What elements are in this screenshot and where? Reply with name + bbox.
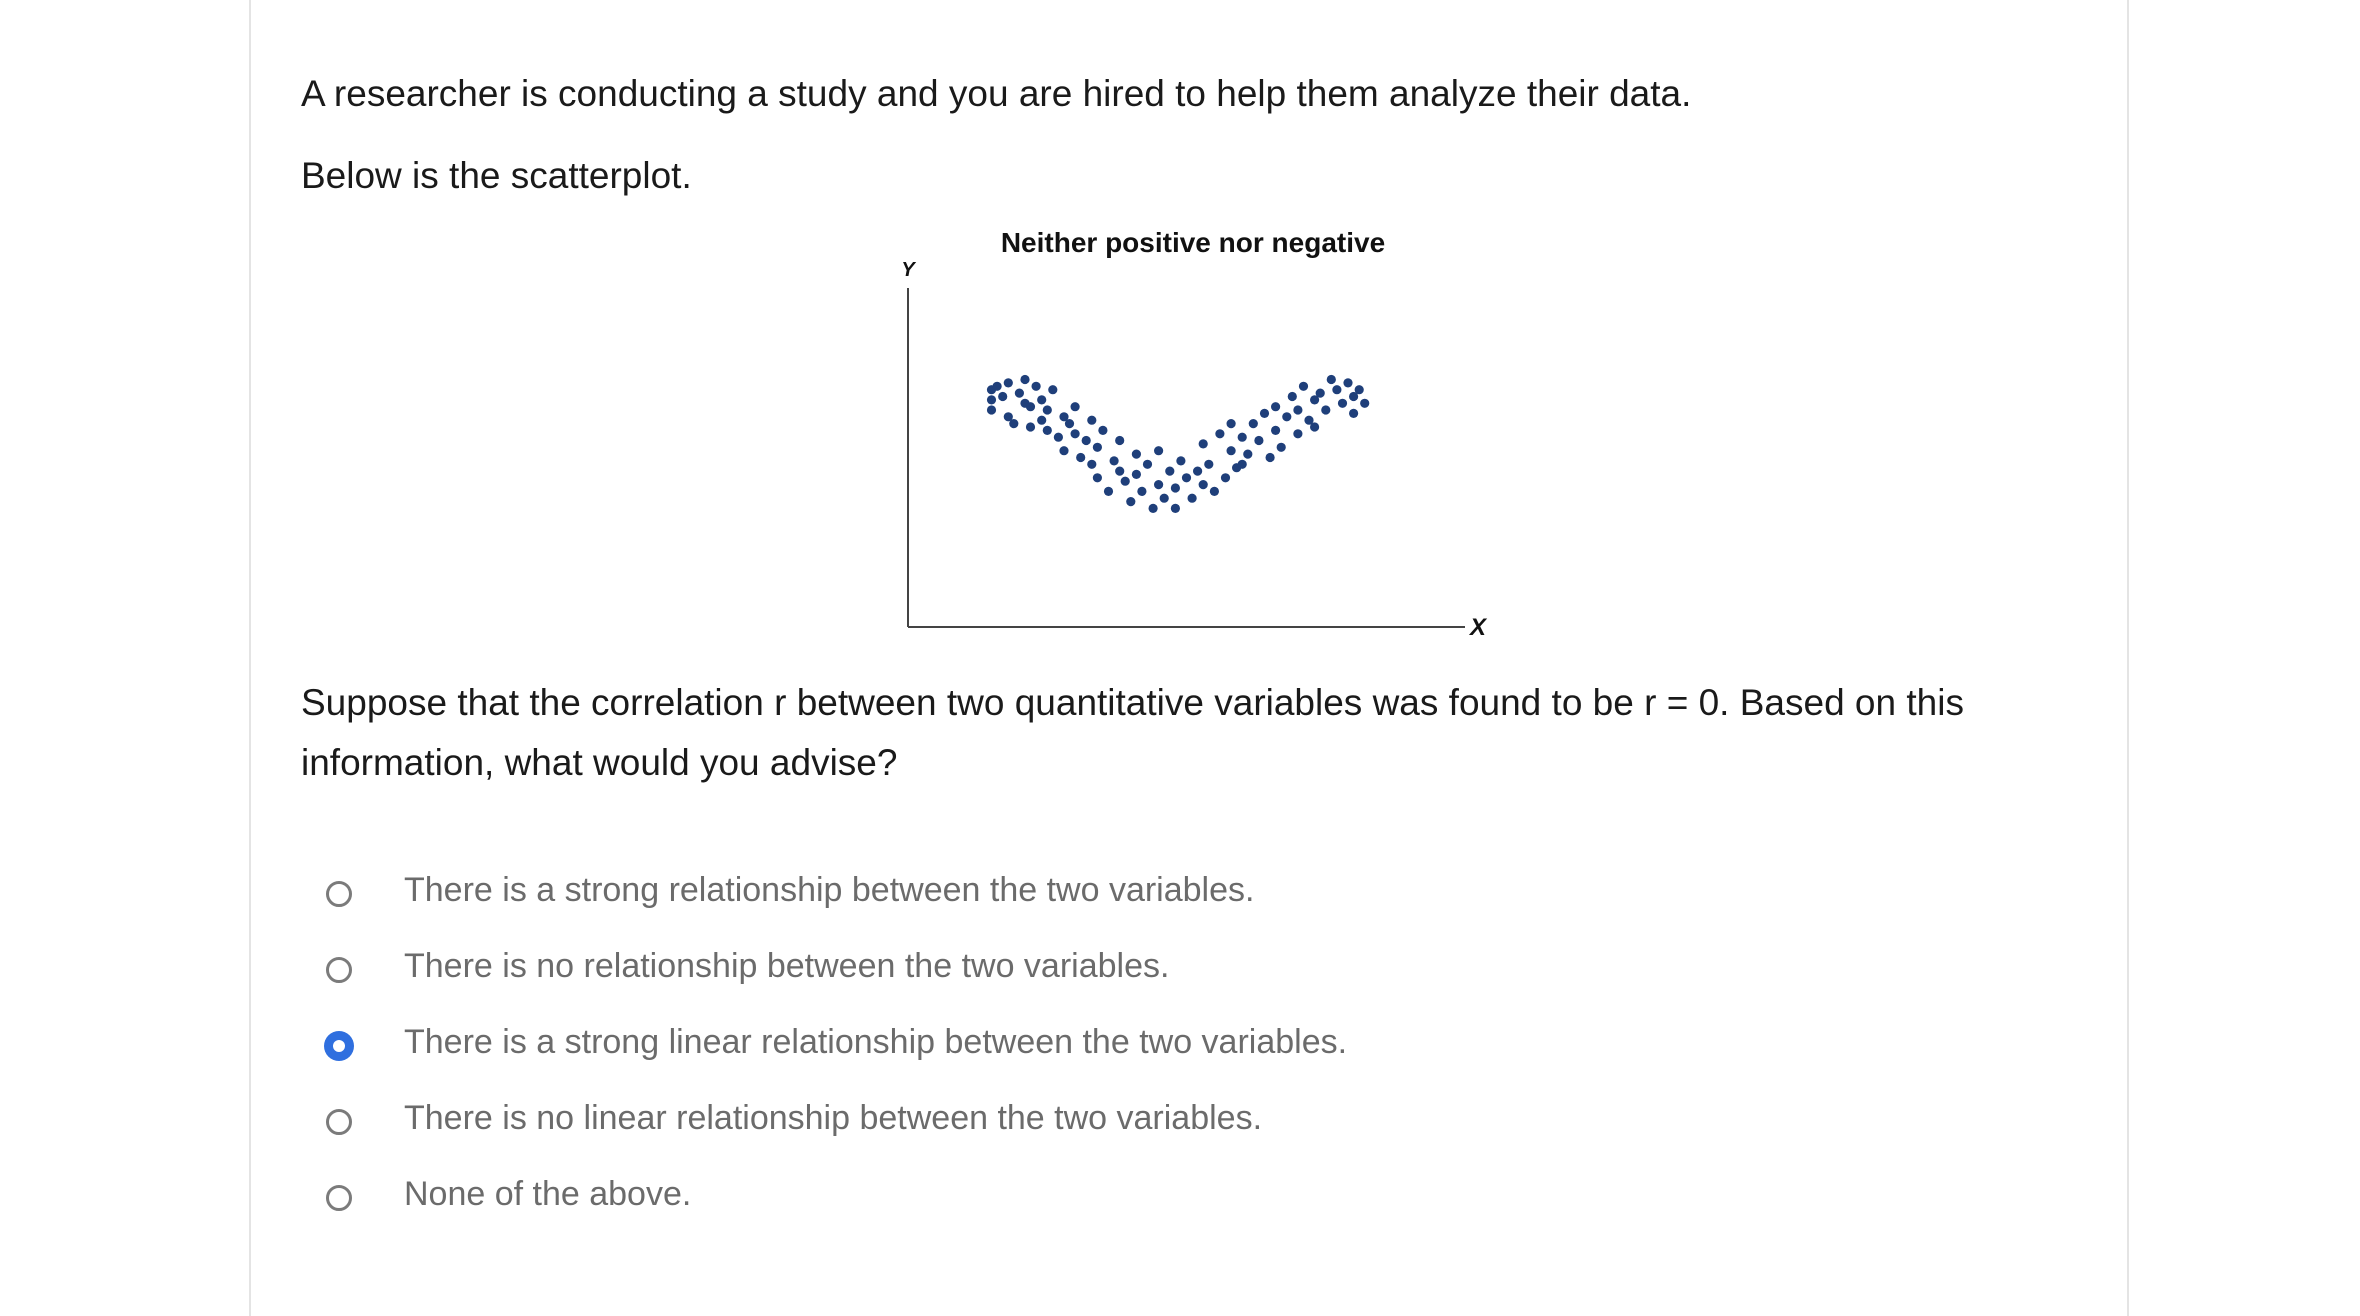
scatter-point: [1093, 443, 1102, 452]
answer-option-1[interactable]: [314, 852, 1347, 928]
scatter-point: [1076, 453, 1085, 462]
scatter-point: [1204, 460, 1213, 469]
scatter-point: [1009, 419, 1018, 428]
scatter-point: [1171, 483, 1180, 492]
scatter-point: [1310, 422, 1319, 431]
scatter-point: [987, 405, 996, 414]
scatter-point: [1238, 433, 1247, 442]
scatter-point: [1215, 429, 1224, 438]
scatter-point: [1115, 436, 1124, 445]
scatterplot-intro-text: Below is the scatterplot.: [301, 155, 692, 196]
answer-option-label[interactable]: There is a strong linear relationship between the two variables.: [404, 1022, 1348, 1061]
scatter-point: [1260, 409, 1269, 418]
scatter-point: [1271, 426, 1280, 435]
scatter-point: [1293, 429, 1302, 438]
scatter-point: [1243, 450, 1252, 459]
scatter-point: [1199, 480, 1208, 489]
scatter-point: [1032, 382, 1041, 391]
scatter-point: [1349, 409, 1358, 418]
scatter-point: [1299, 382, 1308, 391]
scatter-point: [1115, 467, 1124, 476]
scatter-point: [1282, 412, 1291, 421]
scatter-point: [1199, 439, 1208, 448]
intro-text: A researcher is conducting a study and you are hired to help them analyze their data.: [301, 73, 1692, 114]
answer-option-label[interactable]: None of the above.: [404, 1174, 692, 1213]
chart-title: Neither positive nor negative: [1000, 227, 1386, 258]
question-text: Suppose that the correlation r between two quantitative variables was found to be r = 0. Based on this information, what would you advise?: [301, 682, 1964, 783]
answer-option-4[interactable]: [314, 1080, 1347, 1156]
scatter-point: [1360, 399, 1369, 408]
scatter-point: [1149, 504, 1158, 513]
scatter-point: [987, 395, 996, 404]
scatter-point: [1104, 487, 1113, 496]
scatter-point: [1110, 456, 1119, 465]
scatter-point: [1277, 443, 1286, 452]
scatter-point: [1154, 480, 1163, 489]
answer-option-5[interactable]: [314, 1156, 1347, 1232]
scatter-point: [1087, 416, 1096, 425]
scatter-point: [1154, 446, 1163, 455]
scatter-point: [1043, 405, 1052, 414]
scatter-point: [1015, 389, 1024, 398]
scatter-point: [1288, 392, 1297, 401]
scatter-point: [1160, 494, 1169, 503]
scatter-point: [1026, 402, 1035, 411]
radio-button[interactable]: [324, 1031, 354, 1061]
scatter-point: [1227, 446, 1236, 455]
scatter-point: [1071, 402, 1080, 411]
scatter-point: [1176, 456, 1185, 465]
scatter-point: [1004, 378, 1013, 387]
scatter-point: [1126, 497, 1135, 506]
scatter-point: [1026, 422, 1035, 431]
scatter-point: [1271, 402, 1280, 411]
scatter-point: [1327, 375, 1336, 384]
scatter-point: [1059, 446, 1068, 455]
answer-option-label[interactable]: There is no linear relationship between the two variables.: [404, 1098, 1263, 1137]
scatter-point: [1143, 460, 1152, 469]
scatter-point: [1054, 433, 1063, 442]
scatter-point: [1048, 385, 1057, 394]
radio-button[interactable]: [326, 1109, 352, 1135]
y-axis-label: Y: [901, 259, 915, 281]
answer-option-3[interactable]: [314, 1004, 1347, 1080]
scatter-point: [993, 382, 1002, 391]
scatter-point: [1316, 389, 1325, 398]
scatter-point: [1355, 385, 1364, 394]
scatter-point: [1293, 405, 1302, 414]
answer-options: [314, 852, 1347, 1232]
scatter-point: [1338, 399, 1347, 408]
scatter-point: [1249, 419, 1258, 428]
scatter-point: [1321, 405, 1330, 414]
scatter-point: [1221, 473, 1230, 482]
scatter-point: [1065, 419, 1074, 428]
scatterplot-figure: [880, 222, 1530, 642]
answer-option-label[interactable]: There is no relationship between the two variables.: [404, 946, 1170, 985]
scatter-point: [1227, 419, 1236, 428]
scatter-point: [1071, 429, 1080, 438]
scatter-point: [1098, 426, 1107, 435]
scatter-point: [1343, 378, 1352, 387]
scatter-point: [1332, 385, 1341, 394]
radio-button[interactable]: [326, 1185, 352, 1211]
scatter-point: [1020, 375, 1029, 384]
scatter-point: [1238, 460, 1247, 469]
scatter-point: [1165, 467, 1174, 476]
scatter-point: [1037, 395, 1046, 404]
scatter-point: [1037, 416, 1046, 425]
scatter-point: [1210, 487, 1219, 496]
answer-option-2[interactable]: [314, 928, 1347, 1004]
radio-button[interactable]: [326, 957, 352, 983]
scatterplot-chart: [880, 222, 1530, 642]
scatter-point: [1043, 426, 1052, 435]
scatter-point: [998, 392, 1007, 401]
scatter-point: [1087, 460, 1096, 469]
scatter-points: [987, 375, 1369, 513]
scatter-point: [1171, 504, 1180, 513]
scatter-point: [1266, 453, 1275, 462]
scatter-point: [1182, 473, 1191, 482]
scatter-point: [1093, 473, 1102, 482]
scatter-point: [1082, 436, 1091, 445]
scatter-point: [1188, 494, 1197, 503]
scatter-point: [1254, 436, 1263, 445]
scatter-point: [1137, 487, 1146, 496]
radio-button[interactable]: [326, 881, 352, 907]
scatter-point: [1121, 477, 1130, 486]
scatter-point: [1132, 470, 1141, 479]
answer-option-label[interactable]: There is a strong relationship between the two variables.: [404, 870, 1255, 909]
scatter-point: [1132, 450, 1141, 459]
x-axis-label: X: [1469, 614, 1487, 641]
scatter-point: [1193, 467, 1202, 476]
